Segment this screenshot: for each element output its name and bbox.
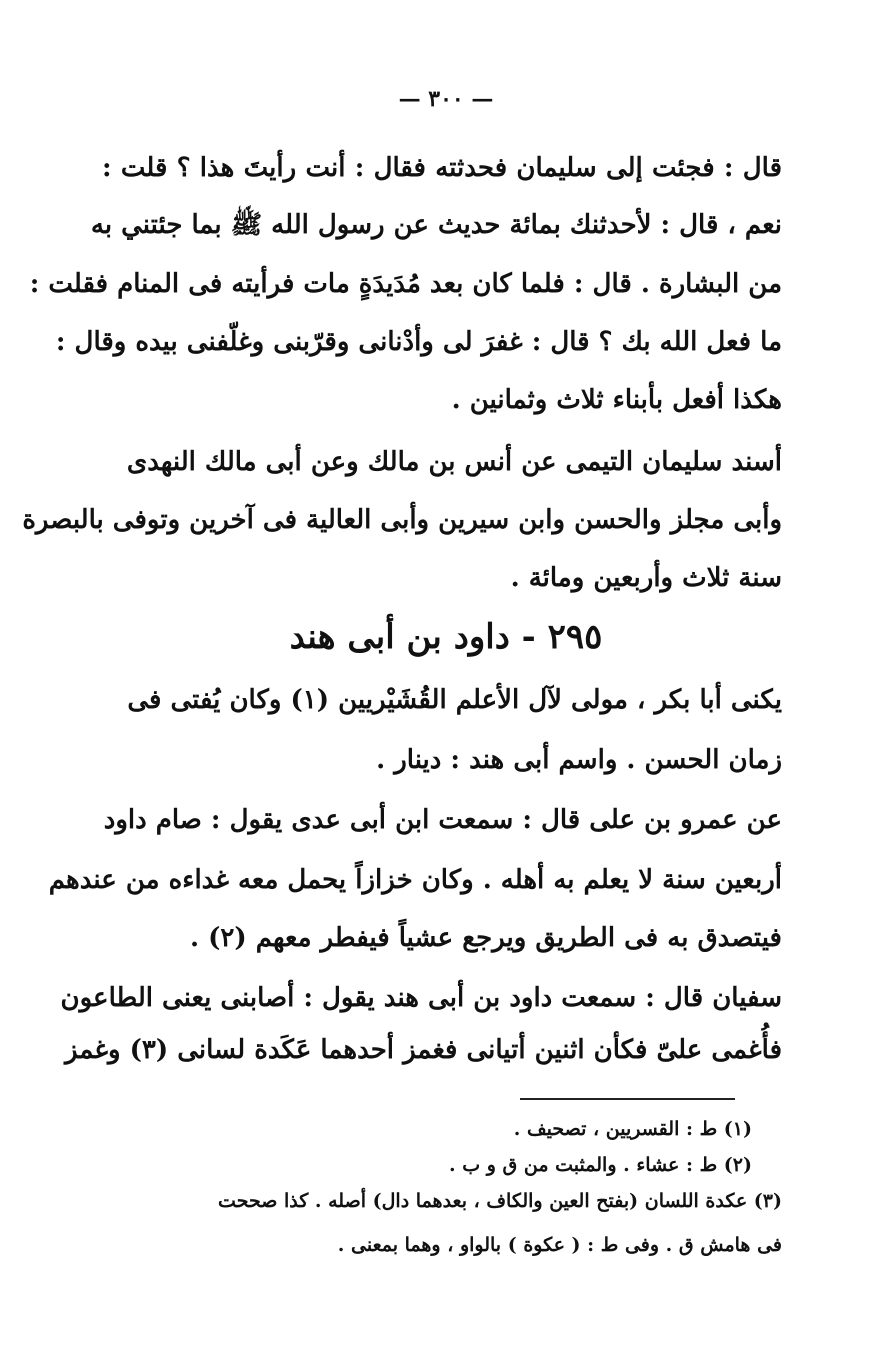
text-line: ما فعل الله بك ؟ قال : غفرَ لى وأدْنانى وقرّبنى وغلّفنى بيده وقال : — [55, 327, 782, 357]
text-line: أربعين سنة لا يعلم به أهله . وكان خزازاً يحمل معه غداءه من عندهم — [48, 865, 782, 895]
page-number: — ٣٠٠ — — [398, 86, 494, 112]
text-line: نعم ، قال : لأحدثنك بمائة حديث عن رسول الله ﷺ بما جئتني به — [90, 210, 782, 240]
footnote-divider — [520, 1098, 735, 1100]
text-line: فأُغمى علىّ فكأن اثنين أتيانى فغمز أحدهما عَكَدة لسانى (٣) وغمز — [65, 1035, 782, 1065]
text-line: فيتصدق به فى الطريق ويرجع عشياً فيفطر معهم (٢) . — [190, 923, 782, 953]
text-line: عن عمرو بن على قال : سمعت ابن أبى عدى يقول : صام داود — [103, 805, 782, 835]
text-line: سنة ثلاث وأربعين ومائة . — [510, 563, 782, 593]
text-line: وأبى مجلز والحسن وابن سيرين وأبى العالية فى آخرين وتوفى بالبصرة — [22, 505, 782, 535]
text-line: من البشارة . قال : فلما كان بعد مُدَيدَةٍ مات فرأيته فى المنام فقلت : — [29, 269, 782, 299]
section-heading: ٢٩٥ - داود بن أبى هند — [289, 617, 603, 657]
text-line: زمان الحسن . واسم أبى هند : دينار . — [376, 745, 782, 775]
text-line: هكذا أفعل بأبناء ثلاث وثمانين . — [451, 385, 782, 415]
text-line: أسند سليمان التيمى عن أنس بن مالك وعن أبى مالك النهدى — [126, 447, 782, 477]
footnote-continuation: فى هامش ق . وفى ط : ( عكوة ) بالواو ، وهما بمعنى . — [337, 1234, 782, 1256]
footnote: (٢) ط : عشاء . والمثبت من ق و ب . — [449, 1154, 752, 1176]
footnote: (٣) عكدة اللسان (بفتح العين والكاف ، بعدهما دال) أصله . كذا صححت — [218, 1190, 782, 1212]
footnote: (١) ط : القسريين ، تصحيف . — [513, 1118, 752, 1140]
text-line: قال : فجئت إلى سليمان فحدثته فقال : أنت رأيتَ هذا ؟ قلت : — [102, 153, 782, 183]
text-line: سفيان قال : سمعت داود بن أبى هند يقول : أصابنى يعنى الطاعون — [60, 983, 782, 1013]
text-line: يكنى أبا بكر ، مولى لآل الأعلم القُشَيْريين (١) وكان يُفتى فى — [127, 685, 782, 715]
